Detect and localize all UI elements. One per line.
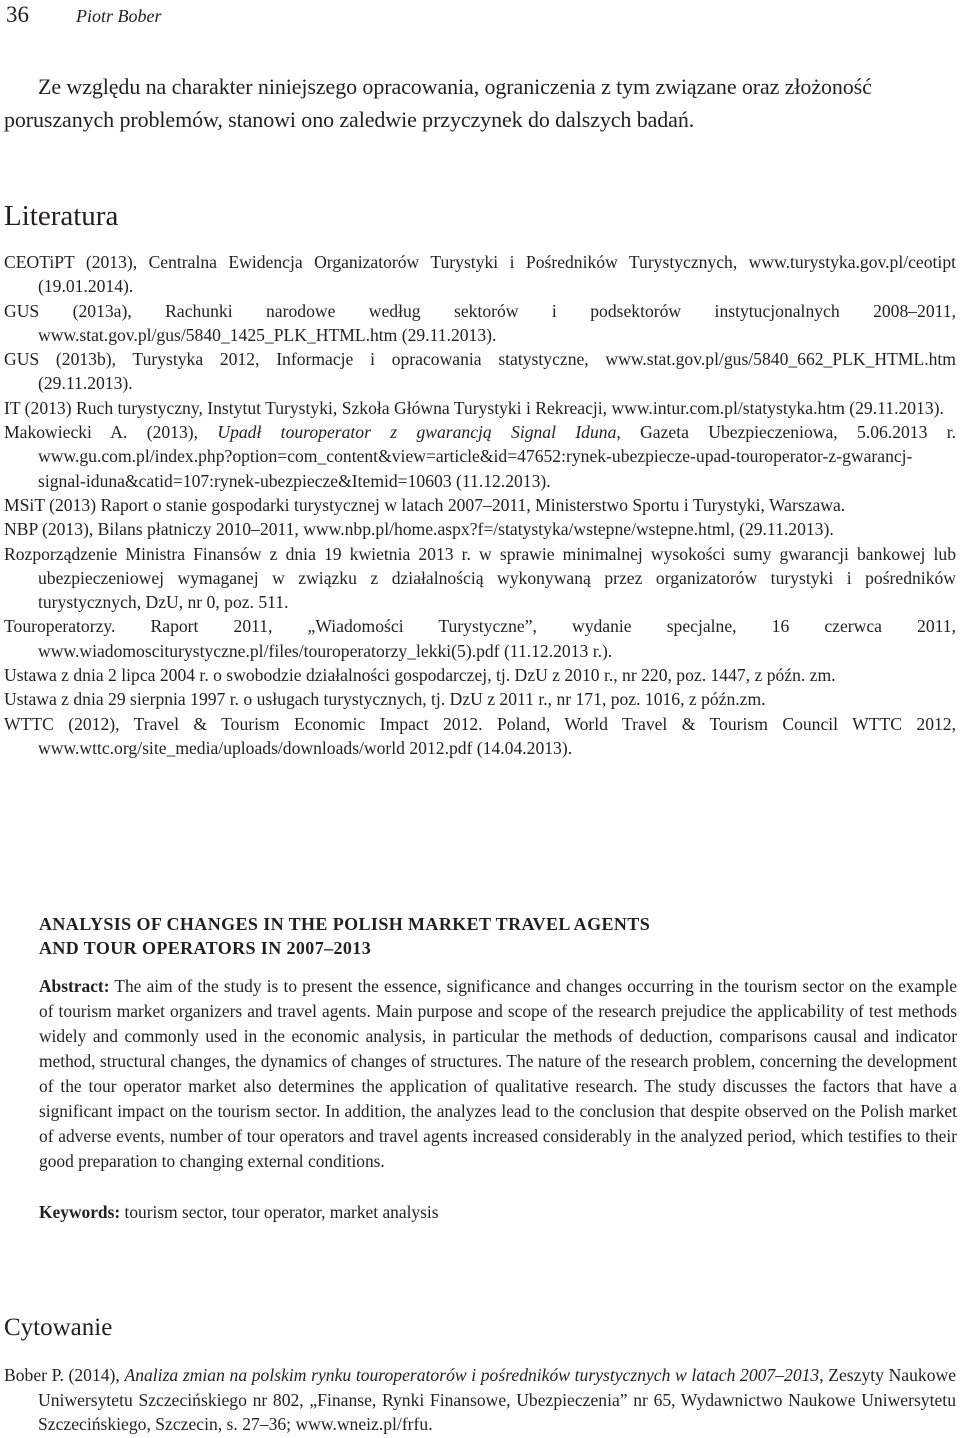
abstract-body: The aim of the study is to present the essence, significance and changes occurring in the tourism sector on the example of tourism market organizers and travel agents. Main purpose and scope of the research prejudice the applicability of test methods widely and commonly used in the economic analysis, in particular the methods of deduction, comparisons causal and indicator method, structural changes, the dynamics of changes of structures. The nature of the research problem, concerning the development of the tour operator market also determines the application of qualitative research. The study discusses the factors that have a significant impact on the tourism sector. In addition, the analyzes lead to the conclusion that despite observed on the Polish market of adverse events, number of tour operators and travel agents increased considerably in the analyzed period, which testifies to their good preparation to changing external conditions.	[39, 976, 957, 1171]
citation-heading: Cytowanie	[4, 1314, 113, 1341]
abstract-title-line-2: AND TOUR OPERATORS IN 2007–2013	[39, 938, 372, 958]
reference-item: Touroperatorzy. Raport 2011, „Wiadomości Turystyczne”, wydanie specjalne, 16 czerwca 2011, www.wiadomosciturystyczne.pl/files/touroperatorzy_lekki(5).pdf (11.12.2013 r.).	[4, 616, 956, 661]
literature-heading: Literatura	[4, 200, 119, 232]
reference-item: Ustawa z dnia 29 sierpnia 1997 r. o usługach turystycznych, tj. DzU z 2011 r., nr 171, poz. 1016, z późn.zm.	[4, 689, 766, 710]
reference-source: , Gazeta Ubezpieczeniowa, 5.06.2013 r. www.gu.com.pl/index.php?option=com_content&view=article&id=47652:rynek-ubezpiecze-upad-touroperator-z-gwarancj-signal-iduna&catid=107:rynek-ubezpiecze&Itemid=10603 (11.12.2013).	[38, 422, 957, 491]
citation-author: Bober P. (2014),	[4, 1365, 125, 1385]
running-author: Piotr Bober	[76, 6, 162, 26]
abstract-title	[39, 912, 957, 960]
keywords-text: tourism sector, tour operator, market analysis	[120, 1202, 439, 1222]
citation-title-italic: Analiza zmian na polskim rynku touroperatorów i pośredników turystycznych w latach 2007–2013	[124, 1365, 820, 1385]
reference-item: MSiT (2013) Raport o stanie gospodarki turystycznej w latach 2007–2011, Ministerstwo Sportu i Turystyki, Warszawa.	[4, 494, 846, 515]
page-number: 36	[6, 2, 29, 27]
citation-text	[4, 1363, 956, 1437]
reference-item: NBP (2013), Bilans płatniczy 2010–2011, www.nbp.pl/home.aspx?f=/statystyka/wstepne/wstepne.html, (29.11.2013).	[4, 519, 834, 540]
reference-item	[4, 420, 956, 493]
keywords-label: Keywords:	[39, 1202, 121, 1222]
reference-author: Makowiecki A. (2013),	[4, 422, 218, 443]
citation-source: , Zeszyty Naukowe Uniwersytetu Szczecińskiego nr 802, „Finanse, Rynki Finansowe, Ubezpieczenia” nr 65, Wydawnictwo Naukowe Uniwersytetu Szczecińskiego, Szczecin, s. 27–36; www.wneiz.pl/frfu.	[38, 1365, 957, 1434]
reference-item: CEOTiPT (2013), Centralna Ewidencja Organizatorów Turystyki i Pośredników Turystycznych, www.turystyka.gov.pl/ceotipt (19.01.2014).	[4, 252, 956, 297]
abstract-text	[39, 974, 957, 1174]
reference-item: GUS (2013b), Turystyka 2012, Informacje i opracowania statystyczne, www.stat.gov.pl/gus/5840_662_PLK_HTML.htm (29.11.2013).	[4, 349, 956, 394]
reference-item: Ustawa z dnia 2 lipca 2004 r. o swobodzie działalności gospodarczej, tj. DzU z 2010 r., nr 220, poz. 1447, z późn. zm.	[4, 665, 836, 686]
reference-item: IT (2013) Ruch turystyczny, Instytut Turystyki, Szkoła Główna Turystyki i Rekreacji, www.intur.com.pl/statystyka.htm (29.11.2013).	[4, 397, 944, 418]
abstract-title-line-1: ANALYSIS OF CHANGES IN THE POLISH MARKET TRAVEL AGENTS	[39, 914, 651, 934]
reference-title-italic: Upadł touroperator z gwarancją Signal Iduna	[217, 422, 617, 443]
reference-list	[4, 250, 956, 760]
conclusion-paragraph: Ze względu na charakter niniejszego opracowania, ograniczenia z tym związane oraz złożoność poruszanych problemów, stanowi ono zaledwie przyczynek do dalszych badań.	[4, 74, 872, 132]
english-abstract	[39, 912, 957, 1225]
keywords	[39, 1200, 957, 1225]
abstract-label: Abstract:	[39, 976, 110, 996]
reference-item: GUS (2013a), Rachunki narodowe według sektorów i podsektorów instytucjonalnych 2008–2011, www.stat.gov.pl/gus/5840_1425_PLK_HTML.htm (29.11.2013).	[4, 300, 956, 345]
reference-item: WTTC (2012), Travel & Tourism Economic Impact 2012. Poland, World Travel & Tourism Council WTTC 2012, www.wttc.org/site_media/uploads/downloads/world 2012.pdf (14.04.2013).	[4, 713, 956, 758]
reference-item: Rozporządzenie Ministra Finansów z dnia 19 kwietnia 2013 r. w sprawie minimalnej wysokości sumy gwarancji bankowej lub ubezpieczeniowej wymaganej w związku z działalnością wykonywaną przez organizatorów turystyki i pośredników turystycznych, DzU, nr 0, poz. 511.	[4, 543, 956, 613]
